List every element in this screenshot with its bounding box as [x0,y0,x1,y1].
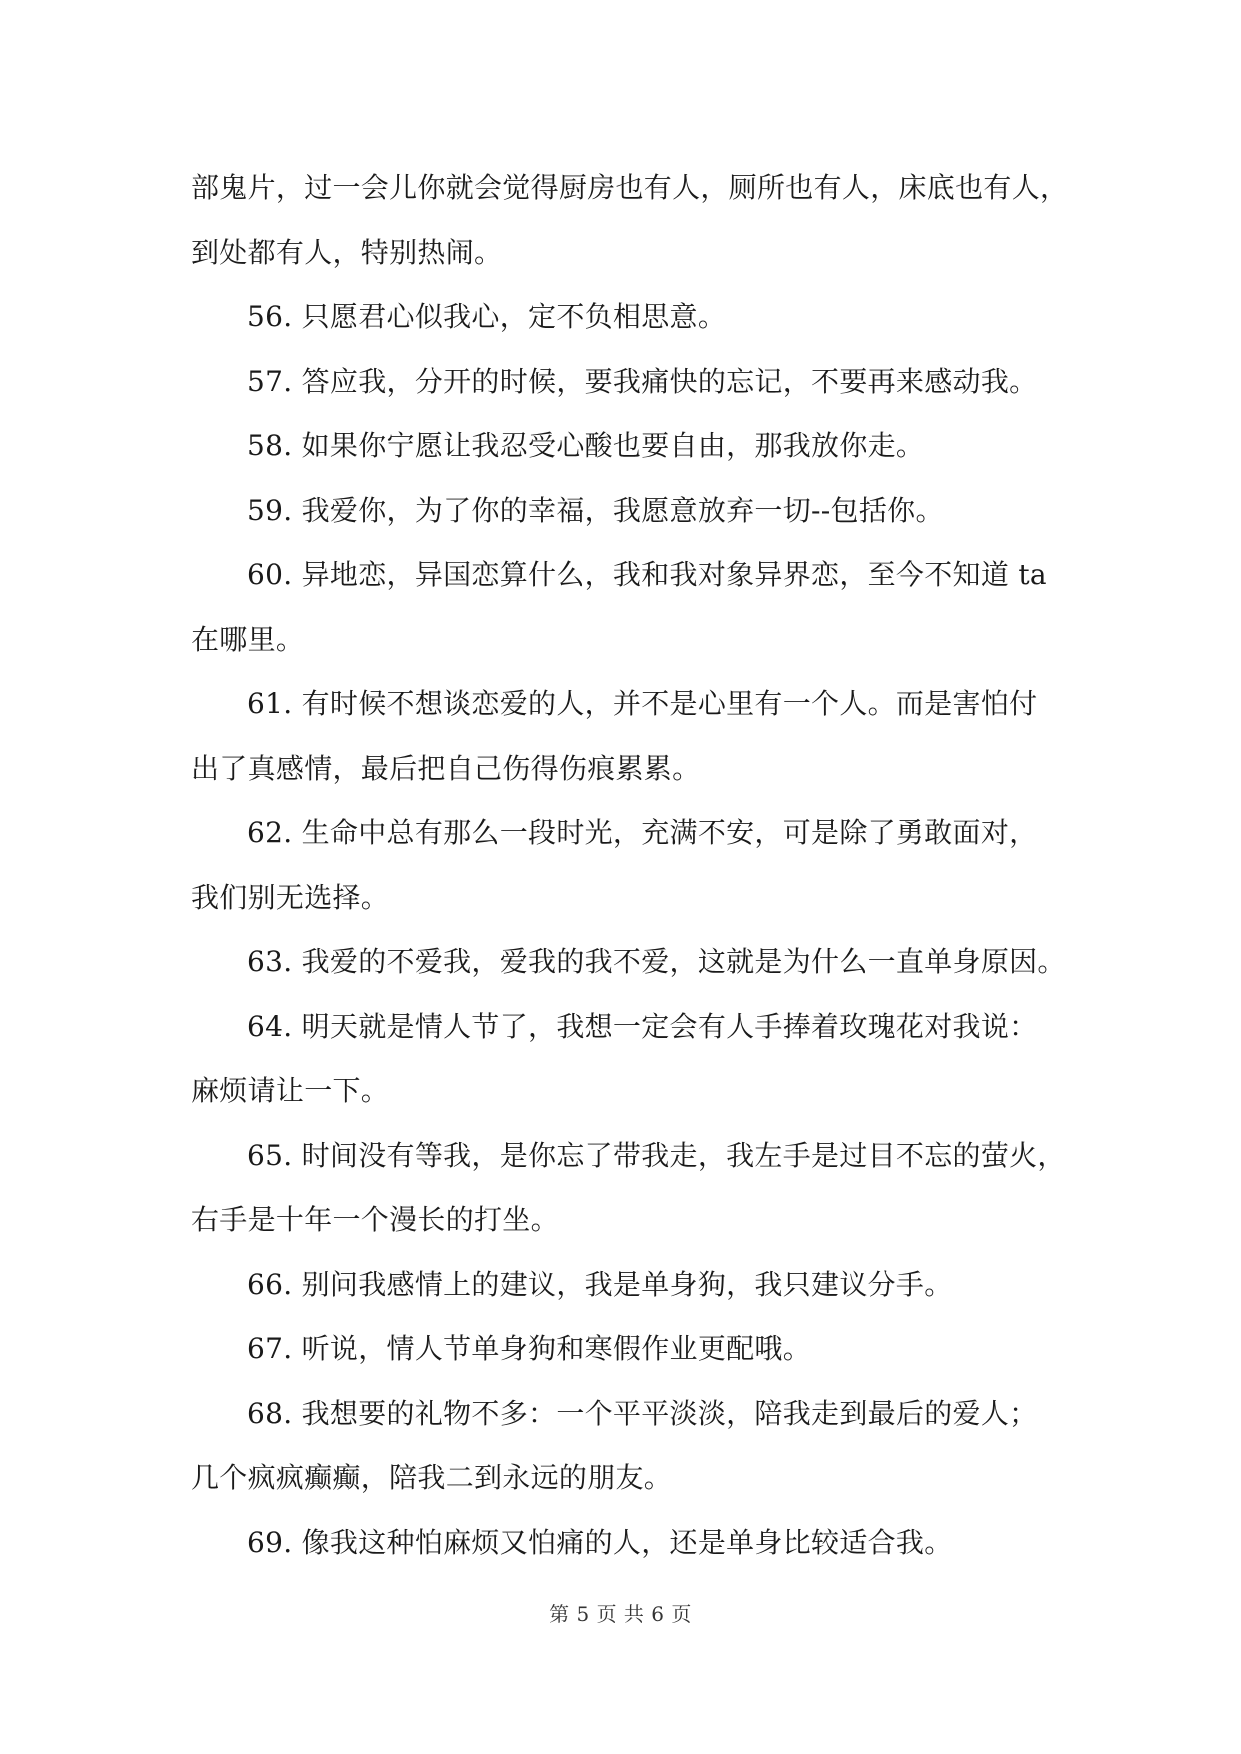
text-line: 我们别无选择。 [191,880,390,914]
list-item-66: 66. 别问我感情上的建议，我是单身狗，我只建议分手。 [247,1267,953,1301]
text-line: 右手是十年一个漫长的打坐。 [191,1203,559,1236]
text-line: 在哪里。 [191,622,305,656]
list-item-67: 67. 听说，情人节单身狗和寒假作业更配哦。 [247,1332,812,1365]
list-item-59: 59. 我爱你，为了你的幸福，我愿意放弃一切--包括你。 [247,493,944,527]
list-item-64: 64. 明天就是情人节了，我想一定会有人手捧着玫瑰花对我说： [247,1009,1038,1043]
text-line: 部鬼片，过一会儿你就会觉得厨房也有人，厕所也有人，床底也有人， [191,171,1069,204]
page-footer: 第 5 页 共 6 页 [549,1602,692,1626]
list-item-61: 61. 有时候不想谈恋爱的人，并不是心里有一个人。而是害怕付 [247,687,1038,720]
list-item-57: 57. 答应我，分开的时候，要我痛快的忘记，不要再来感动我。 [247,364,1038,398]
text-line: 到处都有人，特别热闹。 [191,235,503,269]
list-item-65: 65. 时间没有等我，是你忘了带我走，我左手是过目不忘的萤火， [247,1138,1066,1172]
list-item-69: 69. 像我这种怕麻烦又怕痛的人，还是单身比较适合我。 [247,1525,953,1559]
list-item-60: 60. 异地恋，异国恋算什么，我和我对象异界恋，至今不知道 ta [247,558,1047,591]
list-item-63: 63. 我爱的不爱我，爱我的我不爱，这就是为什么一直单身原因。 [247,945,1066,978]
list-item-58: 58. 如果你宁愿让我忍受心酸也要自由，那我放你走。 [247,429,925,462]
text-line: 麻烦请让一下。 [191,1074,390,1107]
text-line: 几个疯疯癫癫，陪我二到永远的朋友。 [191,1461,673,1494]
text-line: 出了真感情，最后把自己伤得伤痕累累。 [191,751,701,785]
document-body [191,163,1069,1582]
list-item-62: 62. 生命中总有那么一段时光，充满不安，可是除了勇敢面对， [247,816,1038,849]
list-item-56: 56. 只愿君心似我心，定不负相思意。 [247,300,727,333]
list-item-68: 68. 我想要的礼物不多：一个平平淡淡，陪我走到最后的爱人； [247,1396,1038,1430]
